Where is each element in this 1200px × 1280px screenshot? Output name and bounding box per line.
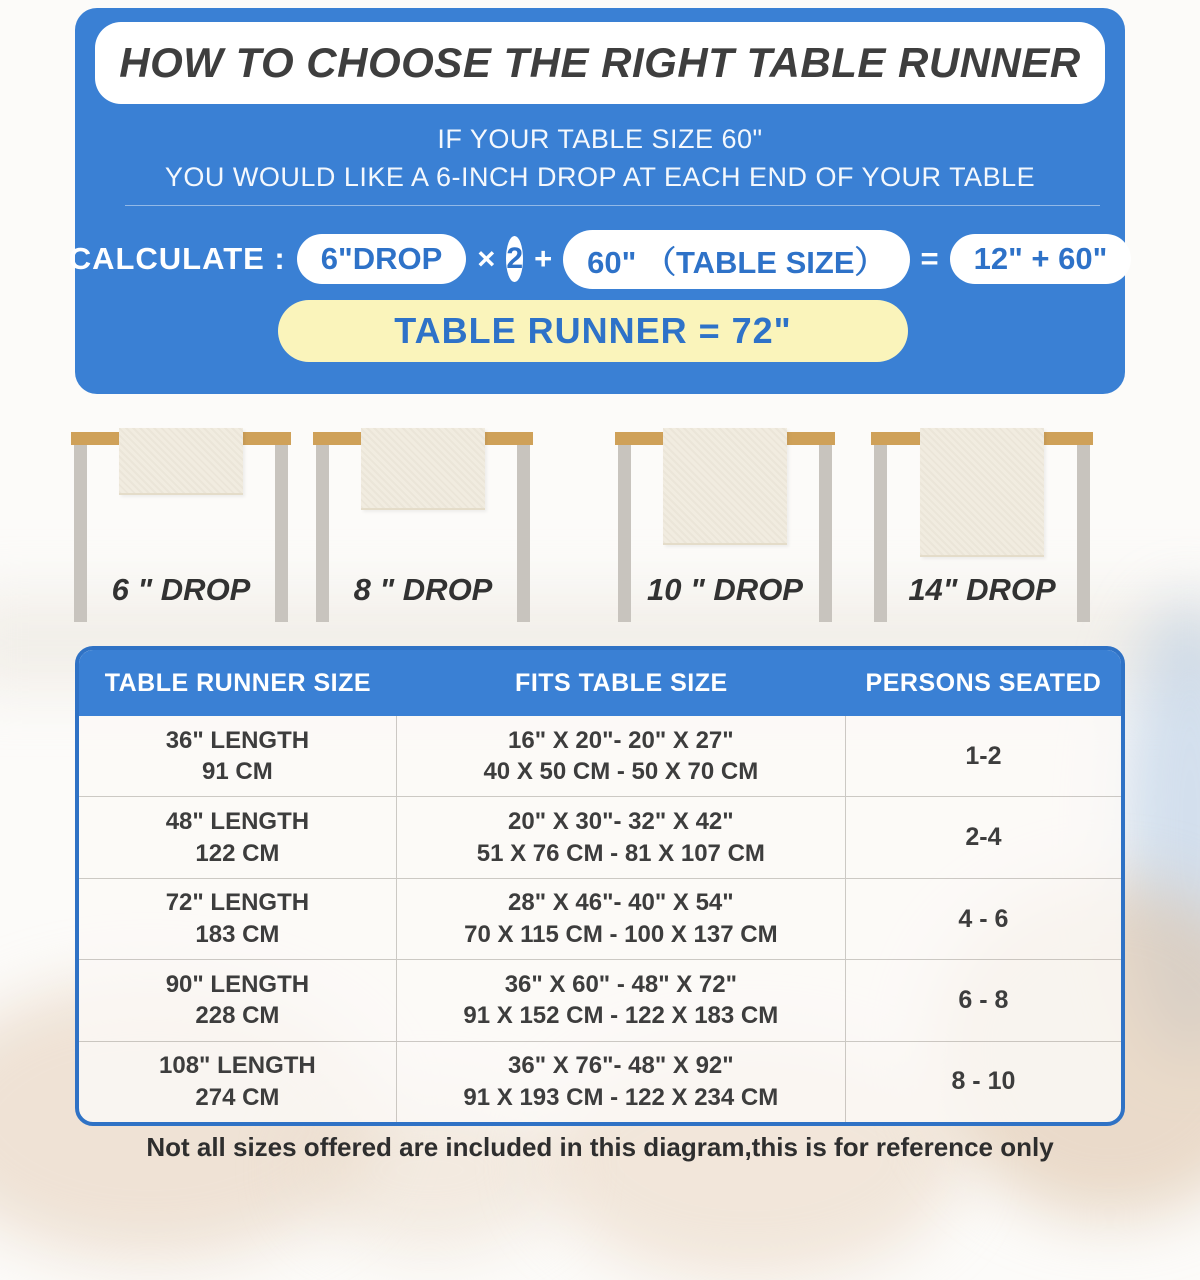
title-box — [95, 22, 1105, 104]
size-chart-header — [79, 650, 1121, 716]
table-row — [79, 878, 1121, 959]
table-runner — [920, 428, 1044, 557]
table-runner — [663, 428, 787, 545]
fits-table-cell — [397, 960, 846, 1040]
persons-seated-cell: 8 - 10 — [951, 1067, 1016, 1096]
persons-seated-cell: 1-2 — [965, 741, 1002, 770]
column-header-fits-table: FITS TABLE SIZE — [515, 668, 728, 697]
equals-operator: = — [920, 241, 939, 276]
reference-note: Not all sizes offered are included in this diagram,this is for reference only — [146, 1132, 1054, 1162]
table-row — [79, 796, 1121, 877]
runner-length-cm: 228 CM — [195, 1002, 280, 1030]
persons-seated-cell: 2-4 — [965, 823, 1002, 852]
result-pill: TABLE RUNNER = 72" — [278, 300, 908, 362]
table-illustration-14-drop — [871, 432, 1093, 642]
divider-line — [125, 205, 1100, 206]
fits-size-cm: 51 X 76 CM - 81 X 107 CM — [476, 839, 765, 867]
runner-length-cm: 91 CM — [202, 758, 273, 786]
drop-value-pill: 6"DROP — [297, 234, 467, 284]
runner-size-cell — [79, 960, 397, 1040]
drop-label: 8 " DROP — [353, 572, 493, 607]
calculation-row — [68, 230, 1125, 288]
runner-length-cm: 122 CM — [195, 839, 280, 867]
fits-table-cell — [397, 716, 846, 796]
table-runner — [119, 428, 243, 495]
drop-label: 6 " DROP — [111, 572, 251, 607]
persons-seated-cell: 4 - 6 — [958, 904, 1009, 933]
subtitle-line-1: IF YOUR TABLE SIZE 60" — [437, 124, 763, 154]
fits-size-cm: 91 X 152 CM - 122 X 183 CM — [463, 1002, 779, 1030]
runner-length-cm: 274 CM — [195, 1083, 280, 1111]
table-illustration-6-drop — [71, 432, 291, 642]
drop-label: 10 " DROP — [647, 572, 803, 607]
plus-operator: + — [534, 241, 553, 276]
table-runner — [361, 428, 485, 510]
table-illustration-10-drop — [615, 432, 835, 642]
size-chart-panel — [75, 646, 1125, 1126]
runner-size-cell — [79, 879, 397, 959]
fits-size-in: 16" X 20"- 20" X 27" — [508, 726, 734, 754]
fits-size-cm: 91 X 193 CM - 122 X 234 CM — [463, 1083, 779, 1111]
fits-table-cell — [397, 797, 846, 877]
table-row — [79, 959, 1121, 1040]
factor-circle: 2 — [506, 236, 523, 282]
drop-label: 14" DROP — [908, 572, 1056, 607]
table-row — [79, 1041, 1121, 1122]
runner-length-in: 108" LENGTH — [159, 1052, 316, 1080]
sum-pill: 12" + 60" — [950, 234, 1132, 284]
fits-size-cm: 40 X 50 CM - 50 X 70 CM — [483, 758, 759, 786]
runner-length-cm: 183 CM — [195, 921, 280, 949]
fits-size-in: 20" X 30"- 32" X 42" — [508, 807, 734, 835]
hero-panel — [68, 8, 1125, 394]
fits-size-cm: 70 X 115 CM - 100 X 137 CM — [464, 921, 778, 949]
persons-seated-cell: 6 - 8 — [958, 985, 1009, 1014]
subtitle-line-2: YOU WOULD LIKE A 6-INCH DROP AT EACH END OF YOUR TABLE — [164, 162, 1036, 192]
size-chart-body — [79, 716, 1121, 1122]
calculate-label: CALCULATE : — [68, 241, 286, 276]
fits-size-in: 36" X 60" - 48" X 72" — [504, 970, 737, 998]
runner-length-in: 36" LENGTH — [165, 726, 310, 754]
column-header-persons: PERSONS SEATED — [865, 668, 1102, 697]
runner-size-cell — [79, 797, 397, 877]
runner-length-in: 72" LENGTH — [165, 889, 310, 917]
runner-size-cell — [79, 716, 397, 796]
fits-table-cell — [397, 879, 846, 959]
table-illustration-8-drop — [313, 432, 533, 642]
fits-size-in: 28" X 46"- 40" X 54" — [508, 889, 734, 917]
runner-size-cell — [79, 1042, 397, 1122]
table-size-pill: 60" （TABLE SIZE） — [563, 230, 909, 289]
fits-table-cell — [397, 1042, 846, 1122]
fits-size-in: 36" X 76"- 48" X 92" — [508, 1052, 734, 1080]
column-header-runner-size: TABLE RUNNER SIZE — [104, 668, 372, 697]
page-title: HOW TO CHOOSE THE RIGHT TABLE RUNNER — [119, 39, 1081, 86]
runner-length-in: 48" LENGTH — [165, 807, 310, 835]
multiply-operator: × — [477, 241, 496, 276]
runner-length-in: 90" LENGTH — [165, 970, 310, 998]
table-row — [79, 716, 1121, 796]
